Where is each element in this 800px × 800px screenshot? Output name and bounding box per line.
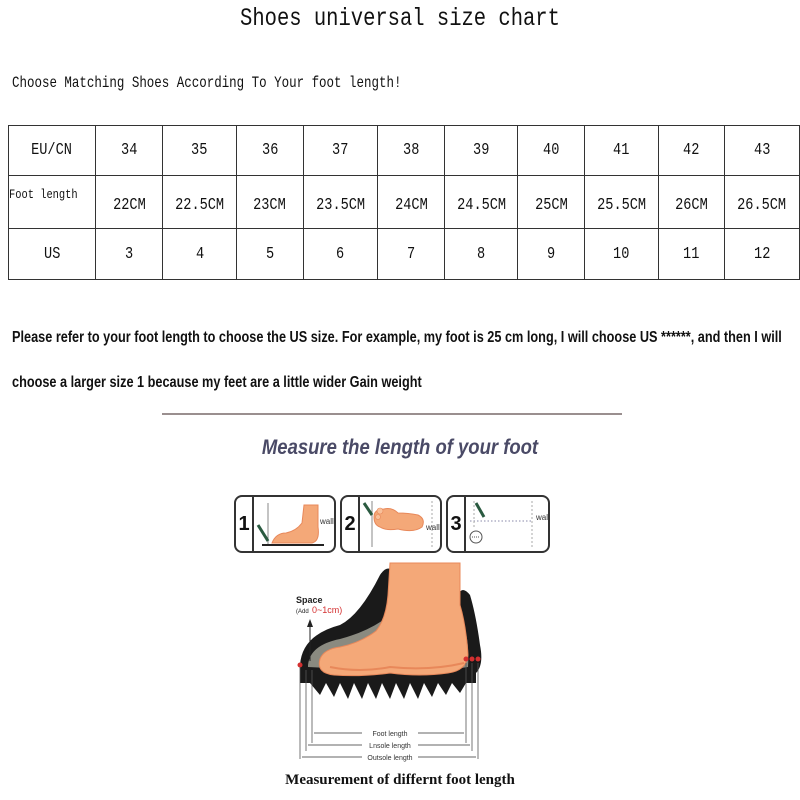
space-range-label: 0~1cm) (312, 605, 343, 615)
wall-label: wall (536, 513, 550, 522)
eu-cell: 43 (725, 126, 800, 176)
foot-length-row (9, 176, 800, 229)
us-cell: 12 (725, 229, 800, 280)
us-cell: 6 (303, 229, 378, 280)
foot-length-label: Foot length (372, 731, 408, 738)
space-add-label: (Add (296, 609, 309, 615)
outsole-length-label: Outsole length (367, 755, 413, 762)
eu-cn-row (9, 126, 800, 176)
length-cell: 24CM (378, 176, 444, 229)
eu-cell: 34 (95, 126, 162, 176)
eu-cell: 35 (163, 126, 237, 176)
page-title: Shoes universal size chart (240, 4, 560, 33)
wall-label: wall (426, 523, 440, 532)
subtitle: Choose Matching Shoes According To Your foot length! (12, 74, 402, 92)
instruction-line-1: Please refer to your foot length to choose the US size. For example, my foot is 25 cm long, I will choose US ******, and then I will (12, 329, 782, 346)
us-cell: 9 (518, 229, 584, 280)
step-number: 3 (448, 497, 466, 551)
step-number: 1 (236, 497, 254, 551)
space-label: Space (296, 595, 323, 605)
size-chart-table (8, 125, 800, 280)
length-cell: 22CM (95, 176, 162, 229)
insole-length-label: Lnsole length (369, 743, 411, 750)
eu-cell: 42 (658, 126, 724, 176)
length-cell: 22.5CM (163, 176, 237, 229)
length-cell: 26.5CM (725, 176, 800, 229)
us-cell: 7 (378, 229, 444, 280)
diagram-caption: Measurement of differnt foot length (285, 772, 515, 788)
eu-cell: 37 (303, 126, 378, 176)
eu-cell: 39 (444, 126, 518, 176)
length-cell: 23.5CM (303, 176, 378, 229)
step-1-panel (234, 495, 336, 553)
length-cell: 24.5CM (444, 176, 518, 229)
step-3-panel (446, 495, 550, 553)
eu-cell: 41 (584, 126, 658, 176)
us-cell: 5 (237, 229, 303, 280)
divider (162, 413, 622, 415)
step-number: 2 (342, 497, 360, 551)
us-cell: 3 (95, 229, 162, 280)
us-cell: 10 (584, 229, 658, 280)
us-cell: 4 (163, 229, 237, 280)
row-header-eu-cn: EU/CN (9, 126, 96, 176)
step-2-panel (340, 495, 442, 553)
eu-cell: 38 (378, 126, 444, 176)
us-cell: 11 (658, 229, 724, 280)
wall-label: wall (320, 517, 334, 526)
instruction-line-2: choose a larger size 1 because my feet are a little wider Gain weight (12, 374, 422, 391)
eu-cell: 40 (518, 126, 584, 176)
measure-ruler-icon (464, 497, 548, 551)
length-cell: 25.5CM (584, 176, 658, 229)
length-cell: 26CM (658, 176, 724, 229)
measure-title: Measure the length of your foot (261, 436, 539, 459)
length-cell: 23CM (237, 176, 303, 229)
shoe-foot-diagram (280, 555, 510, 765)
row-header-us: US (9, 229, 96, 280)
us-row (9, 229, 800, 280)
length-cell: 25CM (518, 176, 584, 229)
row-header-foot-length: Foot length (9, 176, 96, 229)
us-cell: 8 (444, 229, 518, 280)
eu-cell: 36 (237, 126, 303, 176)
